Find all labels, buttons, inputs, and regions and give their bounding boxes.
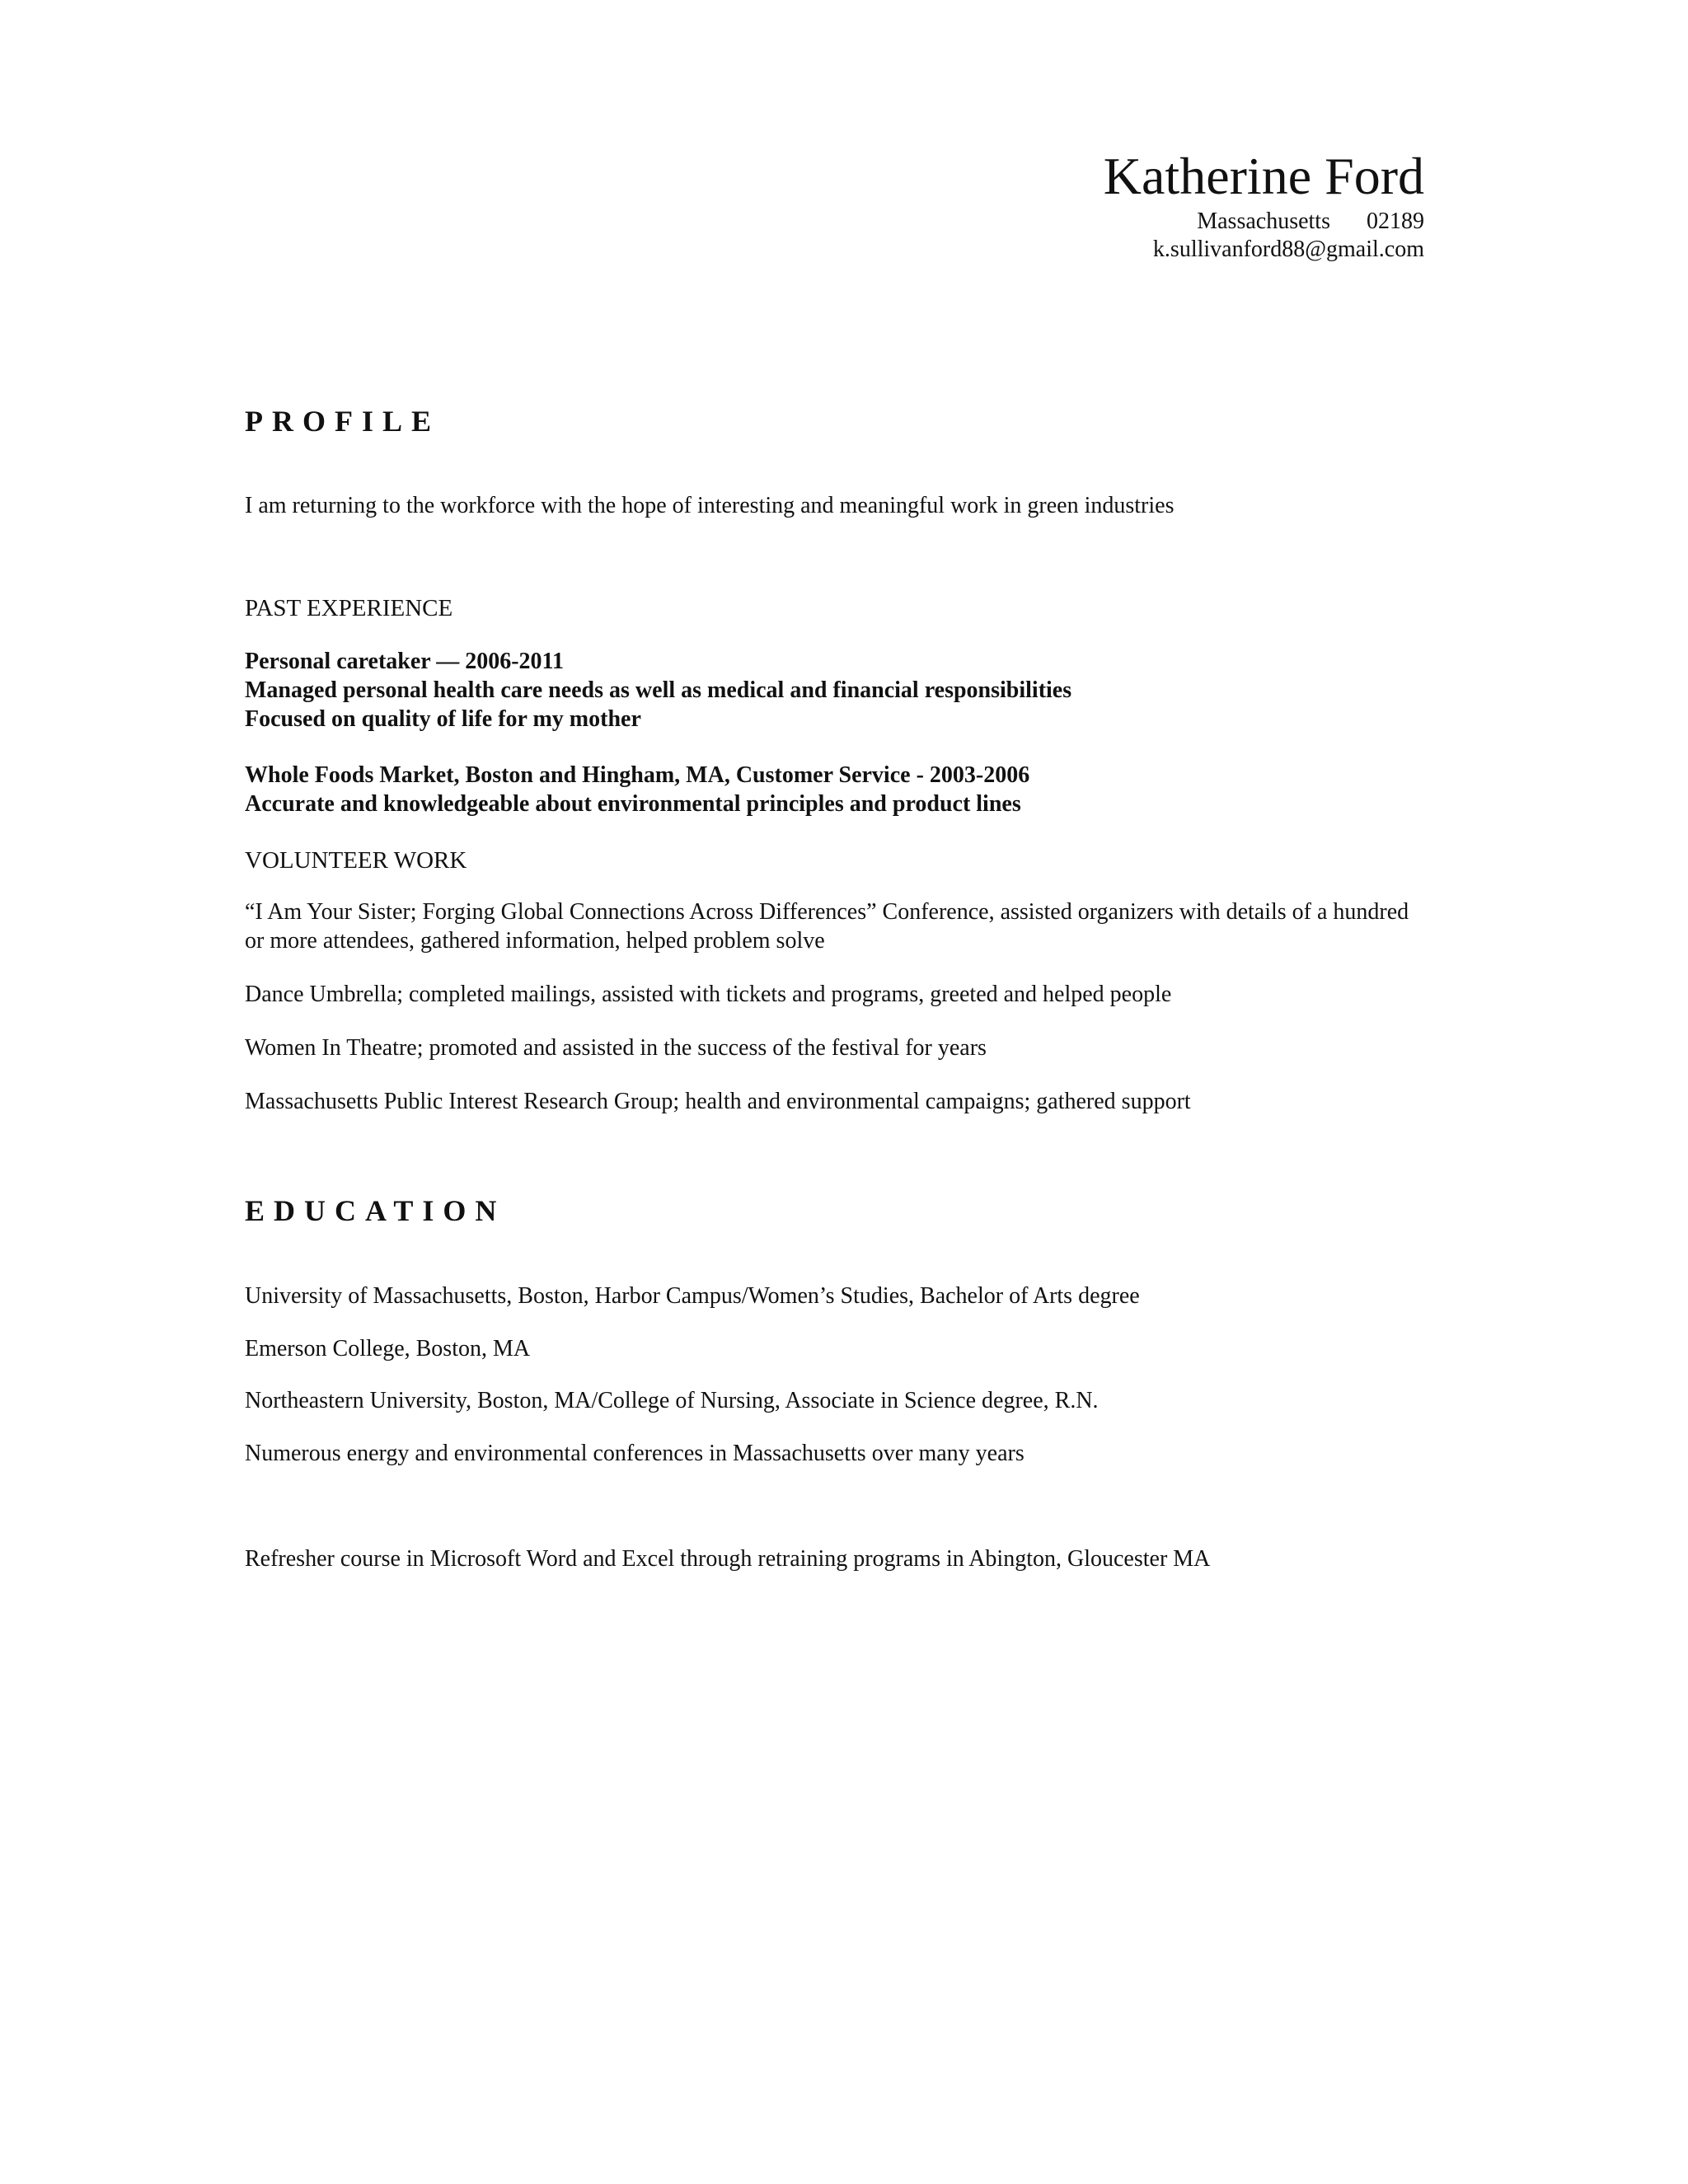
- training-item: Refresher course in Microsoft Word and Excel through retraining programs in Abington, Gloucester MA: [245, 1546, 1211, 1572]
- resume-header: [1104, 145, 1424, 264]
- address-zip: 02189: [1367, 209, 1424, 234]
- past-experience-heading: PAST EXPERIENCE: [245, 595, 453, 621]
- profile-heading: PROFILE: [245, 405, 441, 438]
- education-item: University of Massachusetts, Boston, Harbor Campus/Women’s Studies, Bachelor of Arts degree: [245, 1283, 1140, 1309]
- candidate-name: Katherine Ford: [1103, 147, 1424, 205]
- address-state: Massachusetts: [1197, 209, 1330, 234]
- volunteer-item: “I Am Your Sister; Forging Global Connections Across Differences” Conference, assisted organizers with details of a hundred or more attendees, gathered information, helped problem solve: [245, 899, 1409, 954]
- volunteer-item: Women In Theatre; promoted and assisted in the success of the festival for years: [245, 1035, 987, 1061]
- job-line: Focused on quality of life for my mother: [245, 706, 641, 732]
- profile-text: I am returning to the workforce with the hope of interesting and meaningful work in green industries: [245, 493, 1175, 518]
- job-line: Whole Foods Market, Boston and Hingham, MA, Customer Service - 2003-2006: [245, 762, 1030, 788]
- job-line: Managed personal health care needs as well as medical and financial responsibilities: [245, 677, 1072, 703]
- education-item: Northeastern University, Boston, MA/College of Nursing, Associate in Science degree, R.N.: [245, 1388, 1099, 1413]
- education-item: Emerson College, Boston, MA: [245, 1336, 531, 1361]
- volunteer-heading: VOLUNTEER WORK: [245, 847, 467, 874]
- education-heading: EDUCATION: [245, 1194, 506, 1227]
- education-item: Numerous energy and environmental conferences in Massachusetts over many years: [245, 1441, 1025, 1466]
- job-line: Personal caretaker — 2006-2011: [245, 649, 565, 674]
- job-line: Accurate and knowledgeable about environmental principles and product lines: [245, 791, 1021, 817]
- volunteer-item: Massachusetts Public Interest Research Group; health and environmental campaigns; gathered support: [245, 1089, 1191, 1114]
- volunteer-item: Dance Umbrella; completed mailings, assisted with tickets and programs, greeted and helped people: [245, 982, 1172, 1007]
- email-address: k.sullivanford88@gmail.com: [1152, 237, 1424, 262]
- address-line: [1104, 208, 1424, 236]
